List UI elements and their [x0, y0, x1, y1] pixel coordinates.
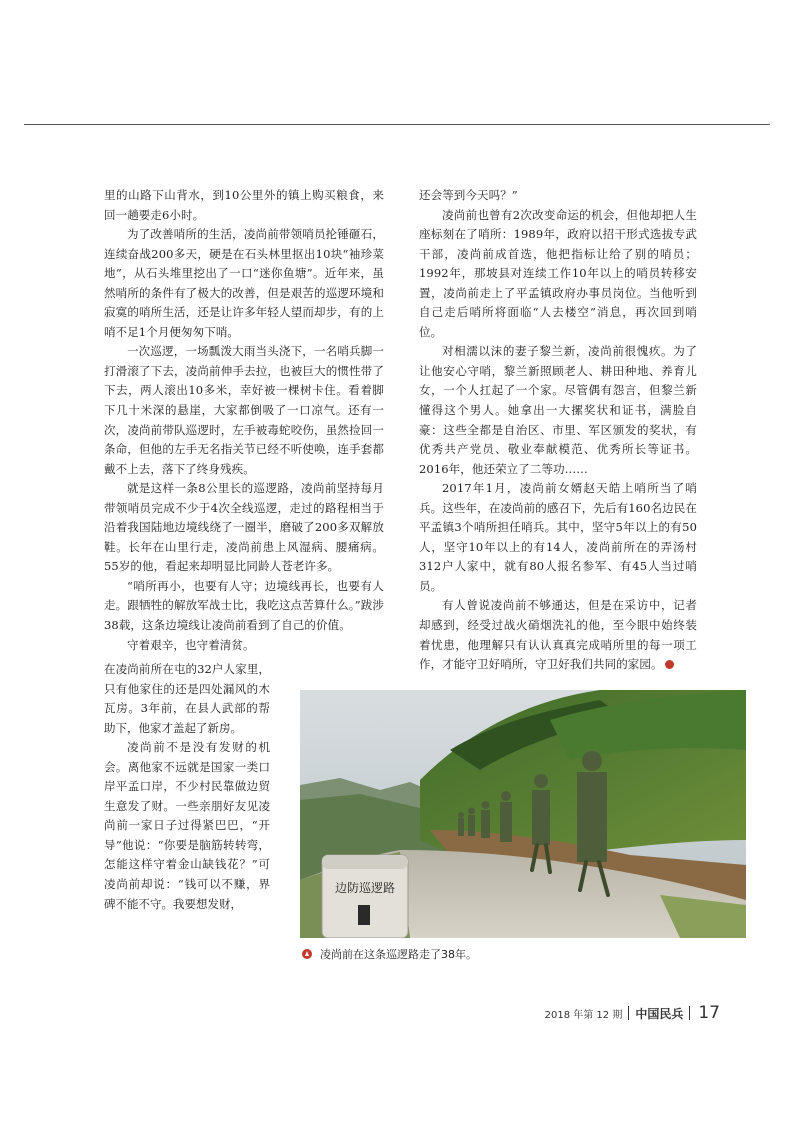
paragraph: 2017年1月，凌尚前女婿赵天皓上哨所当了哨兵。这些年，在凌尚前的感召下，先后有160名边民在平孟镇3个哨所担任哨兵。其中，坚守5年以上的有50人，坚守10年以上的有14人，凌尚前所在的弄汤村312户人家中，就有80人报名参军、有45人当过哨员。 [419, 481, 697, 593]
paragraph: 为了改善哨所的生活，凌尚前带领哨员抡锤砸石，连续奋战200多天，硬是在石头林里抠出10块“袖珍菜地”，从石头堆里挖出了一口“迷你鱼塘”。近年来，虽然哨所的条件有了极大的改善，但是艰苦的巡逻环境和寂寞的哨所生活，还是让许多年轻人望而却步，有的上哨不足1个月便匆匆下哨。 [104, 227, 384, 339]
paragraph: 在凌尚前所在屯的32户人家里，只有他家住的还是四处漏风的木瓦房。3年前，在县人武部的帮助下，他家才盖起了新房。 [104, 662, 270, 735]
footer-divider [689, 1006, 690, 1020]
caption-text: 凌尚前在这条巡逻路走了38年。 [320, 948, 477, 961]
header-rule [24, 124, 770, 125]
paragraph-text: 有人曾说凌尚前不够通达，但是在采访中，记者却感到，经受过战火硝烟洗礼的他，至今眼中始终装着忧患，他理解只有认认真真完成哨所里的每一项工作，才能守卫好哨所，守卫好我们共同的家园。 [419, 598, 697, 672]
paragraph: “哨所再小，也要有人守；边境线再长，也要有人走。跟牺牲的解放军战士比，我吃这点苦算什么。”跋涉38载，这条边境线让凌尚前看到了自己的价值。 [104, 578, 384, 633]
paragraph: 凌尚前不是没有发财的机会。离他家不远就是国家一类口岸平孟口岸，不少村民靠做边贸生意发了财。一些亲朋好友见凌尚前一家日子过得紧巴巴，“开导”他说：“你要是脑筋转转弯，怎能这样守着金山缺钱花？”可凌尚前却说：“钱可以不赚，界碑不能不守。我要想发财， [104, 740, 270, 911]
article-column-right [419, 186, 697, 675]
paragraph: 里的山路下山背水，到10公里外的镇上购买粮食，来回一趟要走6小时。 [104, 188, 384, 222]
caption-triangle-icon [302, 949, 312, 959]
article-column-left-narrow [104, 660, 270, 914]
paragraph: 就是这样一条8公里长的巡逻路，凌尚前坚持每月带领哨员完成不少于4次全线巡逻，走过的路程相当于沿着我国陆地边境线绕了一圈半，磨破了200多双解放鞋。长年在山里行走，凌尚前患上风湿病、腰痛病。55岁的他，看起来却明显比同龄人苍老许多。 [104, 481, 384, 574]
article-column-left [104, 186, 384, 655]
paragraph [419, 596, 697, 674]
patrol-photo [300, 690, 746, 938]
page-footer [545, 1003, 720, 1023]
paragraph: 守着艰辛，也守着清贫。 [127, 637, 255, 652]
issue-label: 2018 年第 12 期 [544, 1009, 623, 1021]
photo-caption [302, 946, 477, 962]
sign-text: 边防巡逻路 [334, 881, 396, 895]
paragraph: 还会等到今天吗？” [419, 188, 518, 202]
footer-divider [628, 1006, 629, 1020]
paragraph: 凌尚前也曾有2次改变命运的机会，但他却把人生座标刻在了哨所：1989年，政府以招干形式选拔专武干部，凌尚前成首选，他把指标让给了别的哨员；1992年，那坡县对连续工作10年以上的哨员转移安置，凌尚前走上了平孟镇政府办事员岗位。当他听到自己走后哨所将面临“人去楼空”消息，再次回到哨位。 [419, 207, 697, 339]
paragraph: 一次巡逻，一场瓢泼大雨当头浇下，一名哨兵脚一打滑滚了下去，凌尚前伸手去拉，也被巨大的惯性带了下去，两人滚出10多米，幸好被一棵树卡住。看着脚下几十米深的悬崖，大家都倒吸了一口凉气。还有一次，凌尚前带队巡逻时，左手被毒蛇咬伤，虽然捡回一条命，但他的左手无名指关节已经不听使唤，连手套都戴不上去，落下了终身残疾。 [104, 344, 384, 476]
page-number: 17 [698, 1003, 720, 1023]
end-mark-icon: Ⓜ [665, 660, 674, 669]
magazine-name: 中国民兵 [635, 1006, 684, 1021]
paragraph: 对相濡以沫的妻子黎兰新，凌尚前很愧疚。为了让他安心守哨，黎兰新照顾老人、耕田种地、养育儿女，一个人扛起了一个家。尽管偶有怨言，但黎兰新懂得这个男人。她拿出一大摞奖状和证书，满脸自豪：这些全都是自治区、市里、军区颁发的奖状，有优秀共产党员、敬业奉献模范、优秀所长等证书。2016年，他还荣立了二等功…… [419, 344, 697, 476]
